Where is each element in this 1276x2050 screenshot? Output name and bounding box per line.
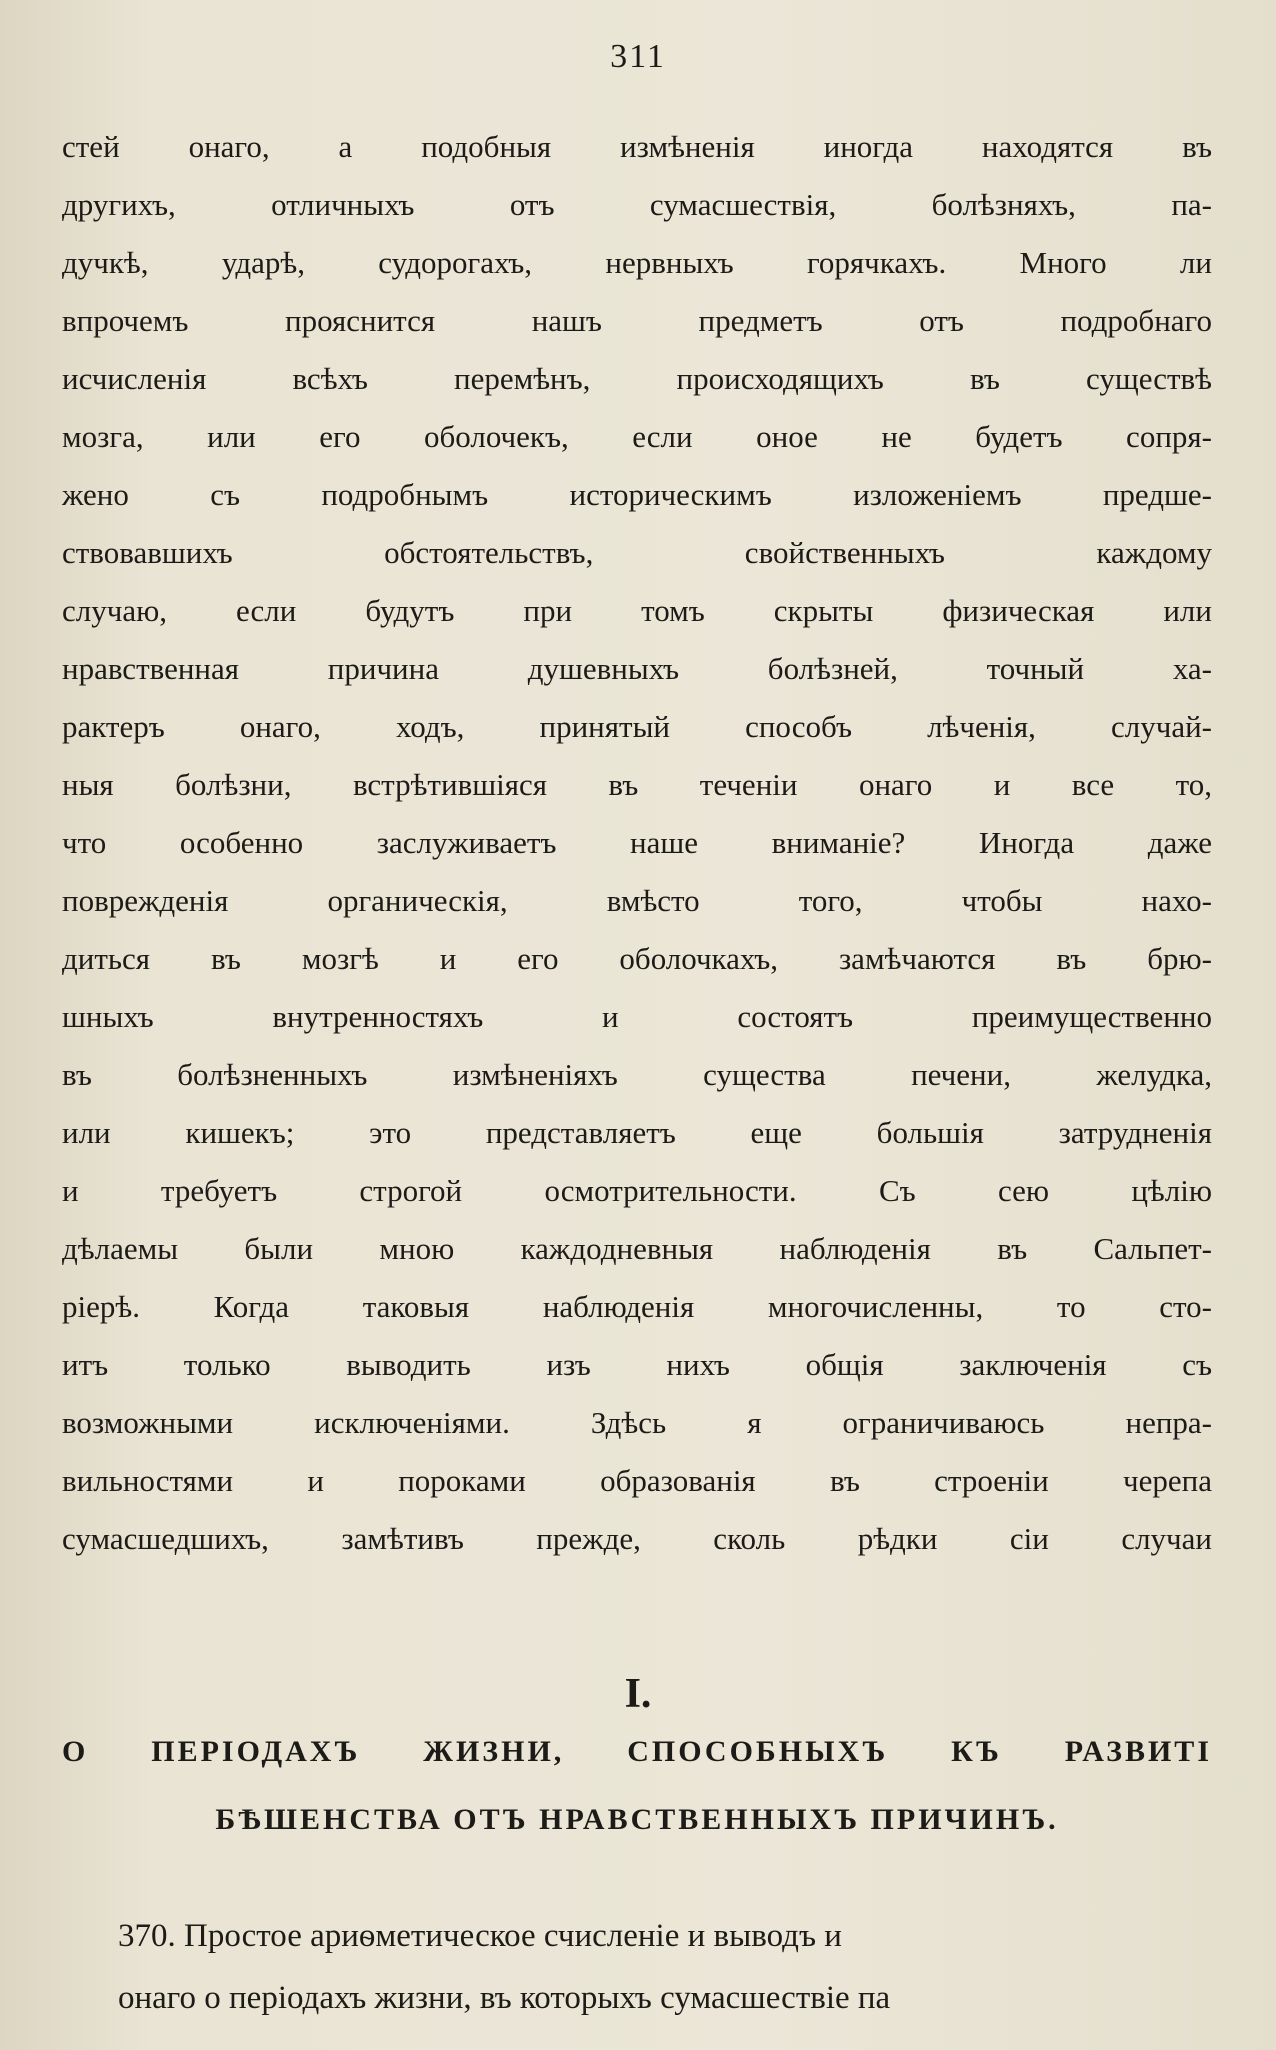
text-line: дучкѣ, ударѣ, судорогахъ, нервныхъ горячкахъ. Много ли	[62, 245, 1212, 280]
text-line: впрочемъ прояснится нашъ предметъ отъ подробнаго	[62, 303, 1212, 338]
section-heading	[62, 1718, 1212, 1854]
text-line: ныя болѣзни, встрѣтившіяся въ теченіи онаго и все то,	[62, 767, 1212, 802]
text-line: итъ только выводить изъ нихъ общія заключенія съ	[62, 1347, 1212, 1382]
text-line: и требуетъ строгой осмотрительности. Съ сею цѣлію	[62, 1173, 1212, 1208]
text-line: нравственная причина душевныхъ болѣзней, точный ха-	[62, 651, 1212, 686]
text-line: диться въ мозгѣ и его оболочкахъ, замѣчаются въ брю-	[62, 941, 1212, 976]
text-line: или кишекъ; это представляетъ еще большія затрудненія	[62, 1115, 1212, 1150]
text-line: случаю, если будутъ при томъ скрыты физическая или	[62, 593, 1212, 628]
paragraph-370	[118, 1905, 1276, 2029]
text-line: дѣлаемы были мною каждодневныя наблюденія въ Сальпет-	[62, 1231, 1212, 1266]
section-numeral: I.	[624, 1671, 652, 1717]
text-line: ріерѣ. Когда таковыя наблюденія многочисленны, то сто-	[62, 1289, 1212, 1324]
text-line: стей онаго, а подобныя измѣненія иногда находятся въ	[62, 129, 1212, 164]
text-line: рактеръ онаго, ходъ, принятый способъ лѣченія, случай-	[62, 709, 1212, 744]
text-line: жено съ подробнымъ историческимъ изложеніемъ предше-	[62, 477, 1212, 512]
section-heading-line-1: О ПЕРІОДАХЪ ЖИЗНИ, СПОСОБНЫХЪ КЪ РАЗВИТІ	[62, 1735, 1212, 1768]
text-line: другихъ, отличныхъ отъ сумасшествія, болѣзняхъ, па-	[62, 187, 1212, 222]
text-line: вильностями и пороками образованія въ строеніи черепа	[62, 1463, 1212, 1498]
page-number: 311	[610, 38, 666, 75]
text-line: сумасшедшихъ, замѣтивъ прежде, сколь рѣдки сіи случаи	[62, 1521, 1212, 1556]
text-line: ствовавшихъ обстоятельствъ, свойственныхъ каждому	[62, 535, 1212, 570]
text-line: въ болѣзненныхъ измѣненіяхъ существа печени, желудка,	[62, 1057, 1212, 1092]
text-line: мозга, или его оболочекъ, если оное не будетъ сопря-	[62, 419, 1212, 454]
text-line: исчисленія всѣхъ перемѣнъ, происходящихъ въ существѣ	[62, 361, 1212, 396]
text-line: что особенно заслуживаетъ наше вниманіе? Иногда даже	[62, 825, 1212, 860]
section-heading-line-2: БѢШЕНСТВА ОТЪ НРАВСТВЕННЫХЪ ПРИЧИНЪ.	[215, 1803, 1059, 1836]
paragraph-line-2: онаго о періодахъ жизни, въ которыхъ сумасшествіе па	[118, 1980, 891, 2016]
body-text-block	[62, 118, 1212, 1568]
text-line: возможными исключеніями. Здѣсь я ограничиваюсь непра-	[62, 1405, 1212, 1440]
text-line: шныхъ внутренностяхъ и состоятъ преимущественно	[62, 999, 1212, 1034]
text-line: поврежденія органическія, вмѣсто того, чтобы нахо-	[62, 883, 1212, 918]
paragraph-line-1: 370. Простое ариѳметическое счисленіе и выводъ и	[118, 1918, 842, 1954]
